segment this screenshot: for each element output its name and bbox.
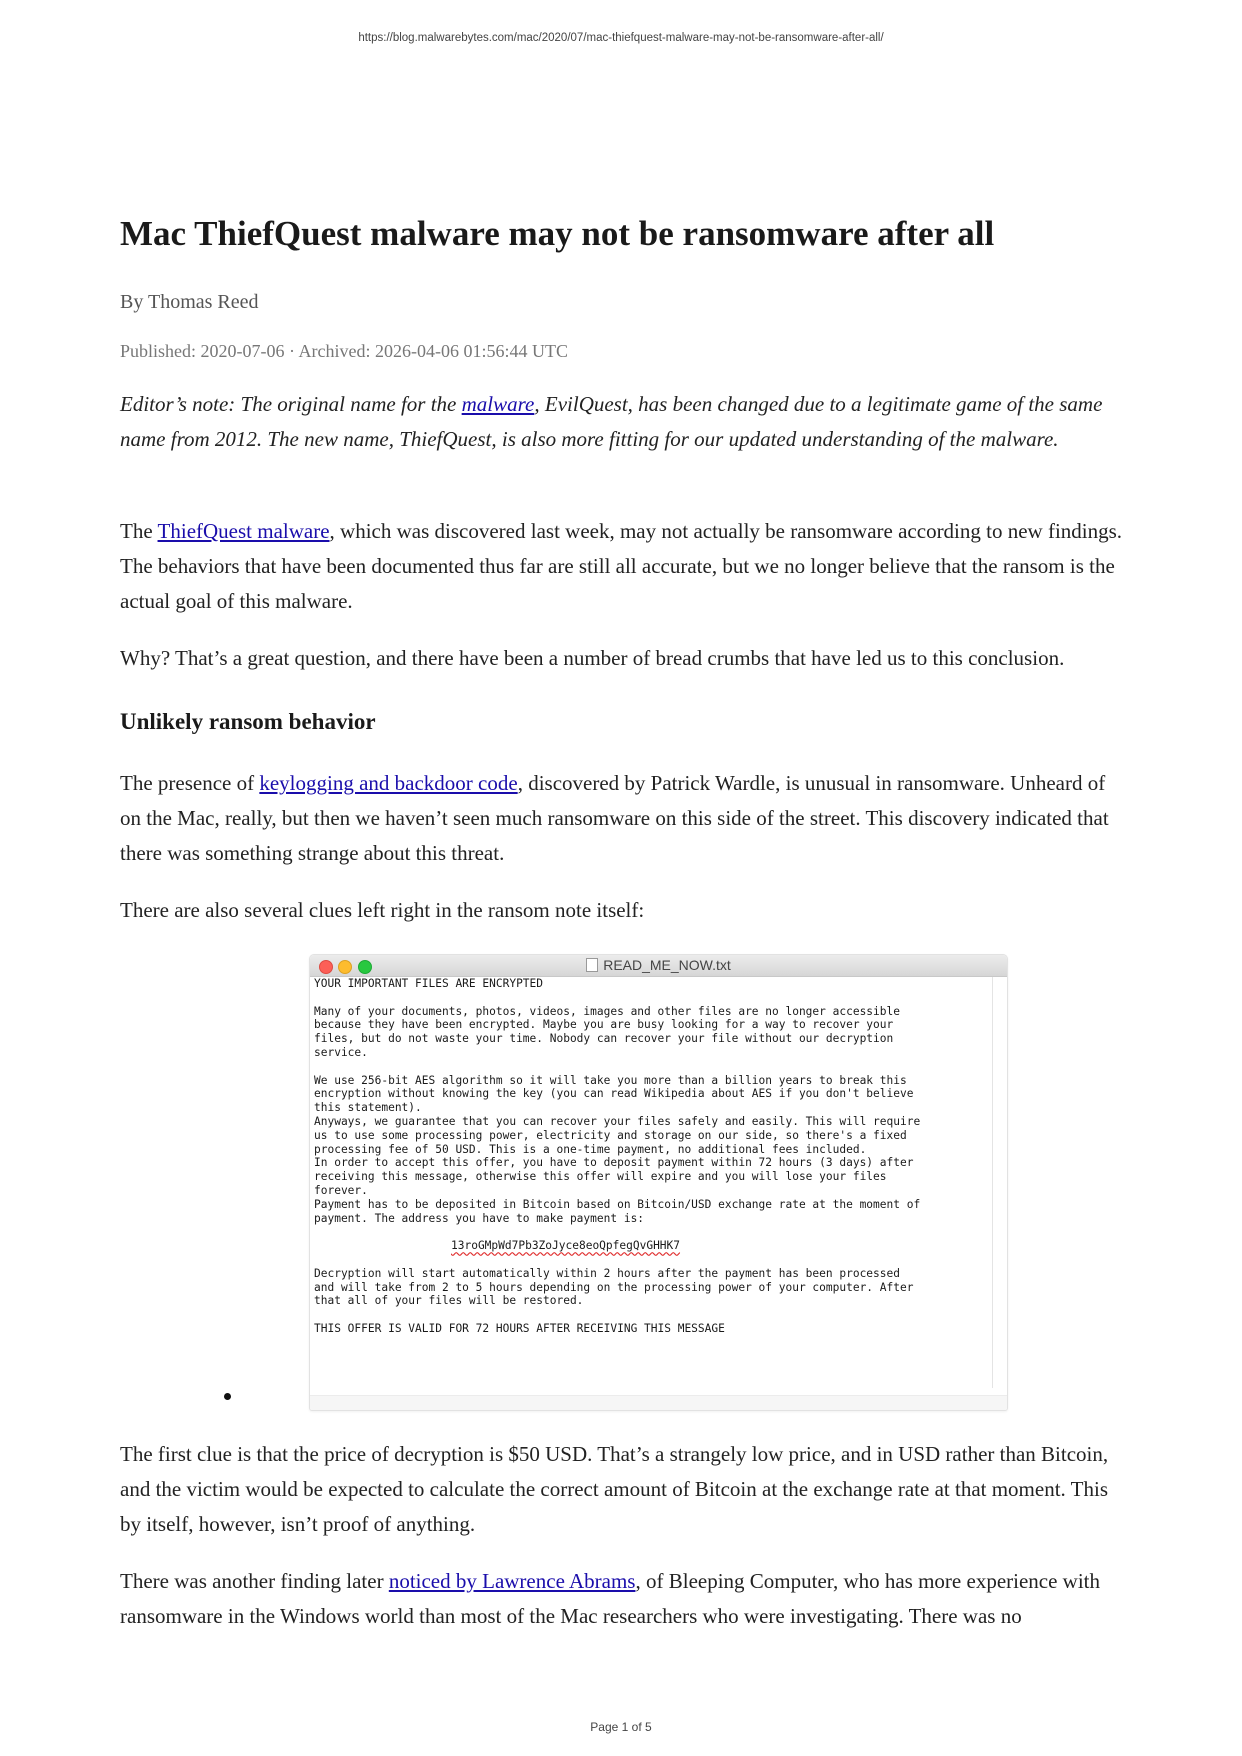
paragraph-intro: The ThiefQuest malware, which was discovered last week, may not actually be ransomware according to new findings. The behaviors that have been documented thus far are still all accurate, but we no longer believe that the ransom is the actual goal of this malware. bbox=[120, 519, 1123, 613]
note-window-title: READ_ME_NOW.txt bbox=[310, 957, 1007, 973]
article-title: Mac ThiefQuest malware may not be ransomware after all bbox=[120, 214, 995, 253]
lawrence-abrams-link[interactable]: noticed by Lawrence Abrams bbox=[388, 1569, 636, 1593]
paragraph-why: Why? That’s a great question, and there have been a number of bread crumbs that have led us to this conclusion. bbox=[120, 646, 1065, 670]
paragraph-first-clue: The first clue is that the price of decryption is $50 USD. That’s a strangely low price, and in USD rather than Bitcoin, and the victim would be expected to calculate the correct amount of Bitcoin at the exchange rate at that moment. This by itself, however, isn’t proof of anything. bbox=[120, 1442, 1109, 1536]
editor-note: Editor’s note: The original name for the malware, EvilQuest, has been changed due to a legitimate game of the same name from 2012. The new name, ThiefQuest, is also more fitting for our updated understanding of the malware. bbox=[120, 392, 1103, 451]
keylogging-backdoor-link[interactable]: keylogging and backdoor code bbox=[259, 771, 518, 795]
note-bottom-bar bbox=[310, 1395, 1007, 1410]
list-bullet bbox=[224, 1393, 231, 1400]
text-document-icon bbox=[586, 958, 598, 972]
page-number: Page 1 of 5 bbox=[590, 1720, 652, 1734]
article-byline: By Thomas Reed bbox=[120, 291, 259, 313]
section-heading: Unlikely ransom behavior bbox=[120, 709, 376, 734]
page-url-header: https://blog.malwarebytes.com/mac/2020/07/mac-thiefquest-malware-may-not-be-ransomware-after-all/ bbox=[358, 32, 884, 44]
note-titlebar bbox=[310, 955, 1007, 977]
thiefquest-malware-link[interactable]: ThiefQuest malware bbox=[157, 519, 330, 543]
paragraph-another-finding: There was another finding later noticed by Lawrence Abrams, of Bleeping Computer, who has more experience with ransomware in the Windows world than most of the Mac researchers who were investigating. There was no bbox=[120, 1569, 1101, 1628]
malware-link[interactable]: malware bbox=[461, 392, 535, 416]
paragraph-clues: There are also several clues left right in the ransom note itself: bbox=[120, 898, 645, 922]
paragraph-keylogging: The presence of keylogging and backdoor code, discovered by Patrick Wardle, is unusual in ransomware. Unheard of on the Mac, really, but then we haven’t seen much ransomware on this side of the street. This discovery indicated that there was something strange about this threat. bbox=[120, 771, 1109, 865]
ransom-note-text: YOUR IMPORTANT FILES ARE ENCRYPTED Many of your documents, photos, videos, images and other files are no longer accessible because they have been encrypted. Maybe you are busy looking for a way to recover your files, but do not waste your time. Nobody can recover your file without our decryption service. We use 256-bit AES algorithm so it will take you more than a billion years to break this encryption without knowing the key (you can read Wikipedia about AES if you don't believe this statement). Anyways, we guarantee that you can recover your files safely and easily. This will require us to use some processing power, electricity and storage on our side, so there's a fixed processing fee of 50 USD. This is a one-time payment, no additional fees included. In order to accept this offer, you have to deposit payment within 72 hours (3 days) after receiving this message, otherwise this offer will expire and you will lose your files forever. Payment has to be deposited in Bitcoin based on Bitcoin/USD exchange rate at the moment of payment. The address you have to make payment is: 13roGMpWd7Pb3ZoJyce8eoQpfegQvGHHK7 Decryption will start automatically within 2 hours after the payment has been processed and will take from 2 to 5 hours depending on the processing power of your computer. After that all of your files will be restored. THIS OFFER IS VALID FOR 72 HOURS AFTER RECEIVING THIS MESSAGE bbox=[314, 977, 921, 1335]
article-meta: Published: 2020-07-06 · Archived: 2026-04-06 01:56:44 UTC bbox=[120, 341, 568, 361]
note-scrollbar bbox=[992, 977, 993, 1388]
ransom-note-screenshot bbox=[309, 954, 1008, 1411]
bitcoin-address: 13roGMpWd7Pb3ZoJyce8eoQpfegQvGHHK7 bbox=[451, 1239, 681, 1253]
